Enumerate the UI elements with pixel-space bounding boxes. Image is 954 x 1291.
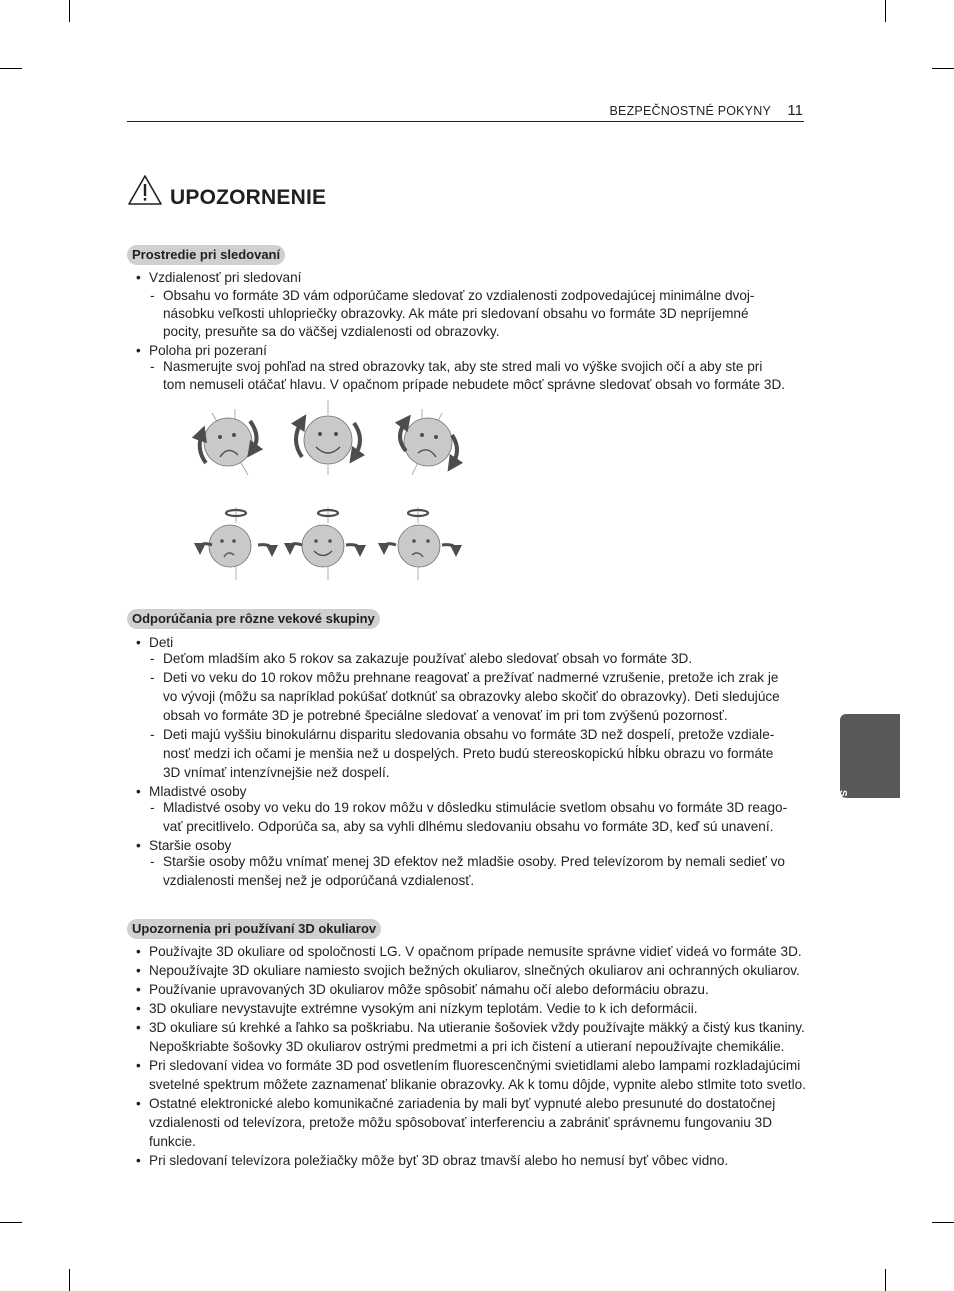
text-line: pocity, presuňte sa do väčšej vzdialenosti od obrazovky. — [163, 324, 500, 339]
text-line: nosť medzi ich očami je menšia než u dospelých. Preto budú stereoskopickú hĺbku obrazu vo formáte — [163, 746, 774, 761]
list-item: Poloha pri pozeraní — [149, 343, 267, 358]
happy-face-upright-icon — [296, 400, 360, 475]
crop-mark — [932, 68, 954, 69]
language-tab-label: SLOVENČINA — [837, 790, 848, 860]
text-line: násobku veľkosti uhlopriečky obrazovky. Ak máte pri sledovaní obsahu vo formáte 3D nepríjemné — [163, 306, 749, 321]
text-line: obsah vo formáte 3D je potrebné špeciálne sledovať a venovať im pri tom zvýšenú pozornosť. — [163, 708, 728, 723]
text-line: vo vývoji (môžu sa napríklad pokúšať dotknúť sa obrazovky alebo skočiť do obrazovky). Deti sledujúce — [163, 689, 780, 704]
text-line: svetelné spektrum môžete zaznamenať blikanie obrazovky. Ak k tomu dôjde, vypnite alebo stlmite toto svetlo. — [149, 1077, 806, 1092]
text-line: 3D vnímať intenzívnejšie než dospelí. — [163, 765, 390, 780]
text-line: Mladistvé osoby vo veku do 19 rokov môžu v dôsledku stimulácie svetlom obsahu vo formáte 3D reago- — [163, 800, 788, 815]
text-line: Deťom mladším ako 5 rokov sa zakazuje používať alebo sledovať obsah vo formáte 3D. — [163, 651, 693, 666]
list-item: Nepoužívajte 3D okuliare namiesto svojich bežných okuliarov, slnečných okuliarov ani ochranných okuliarov. — [149, 963, 800, 978]
bullet: • — [136, 784, 141, 799]
language-tab — [837, 714, 900, 860]
dash: - — [150, 727, 155, 742]
warning-triangle-icon — [127, 174, 163, 206]
header-rule — [127, 121, 804, 122]
crop-mark — [885, 0, 886, 22]
text-line: vzdialenosti menšej než je odporúčaná vzdialenosť. — [163, 873, 475, 888]
page-number: 11 — [787, 102, 803, 119]
text-line: funkcie. — [149, 1134, 196, 1149]
text-line: tom nemuseli otáčať hlavu. V opačnom prípade nebudete môcť správne sledovať obsah vo formáte 3D. — [163, 377, 786, 392]
crop-mark — [0, 68, 22, 69]
viewing-position-illustration — [190, 395, 470, 585]
bullet: • — [136, 838, 141, 853]
text-line: Nepoškriabte šošovky 3D okuliarov ostrými predmetmi a pri ich čistení a utieraní nepoužívajte chemikálie. — [149, 1039, 785, 1054]
section-heading-age-groups: Odporúčania pre rôzne vekové skupiny — [127, 609, 380, 629]
dash: - — [150, 854, 155, 869]
happy-face-front-icon — [290, 507, 360, 580]
text-line: vzdialenosti od televízora, pretože môžu spôsobovať interferenciu a zabrániť správnemu fungovaniu 3D — [149, 1115, 773, 1130]
text-line: Nasmerujte svoj pohľad na stred obrazovky tak, aby ste stred mali vo výške svojich očí a aby ste pri — [163, 359, 763, 374]
crop-mark — [0, 1222, 22, 1223]
bullet: • — [136, 270, 141, 285]
dash: - — [150, 800, 155, 815]
list-item: Používanie upravovaných 3D okuliarov môže spôsobiť námahu očí alebo deformáciu obrazu. — [149, 982, 709, 997]
page-title: UPOZORNENIE — [170, 186, 327, 209]
running-head — [560, 102, 803, 122]
bullet: • — [136, 343, 141, 358]
text-line: Staršie osoby môžu vnímať menej 3D efektov než mladšie osoby. Pred televízorom by nemali sedieť vo — [163, 854, 785, 869]
text-line: vať precitlivelo. Odporúča sa, aby sa vyhli dlhému sledovaniu obsahu vo formáte 3D, keď sú unavení. — [163, 819, 774, 834]
list-item: 3D okuliare sú krehké a ľahko sa poškriabu. Na utieranie šošoviek vždy používajte mäkký a čistý kus tkaniny. — [149, 1020, 805, 1035]
section-heading-3d-glasses: Upozornenia pri používaní 3D okuliarov — [127, 919, 381, 939]
list-item: Pri sledovaní videa vo formáte 3D pod osvetlením fluorescenčnými svietidlami alebo lampami rozkladajúcimi — [149, 1058, 801, 1073]
running-head-section: BEZPEČNOSTNÉ POKYNY — [609, 104, 771, 118]
list-item: Pri sledovaní televízora poležiačky môže byť 3D obraz tmavší alebo ho nemusí byť vôbec vidno. — [149, 1153, 729, 1168]
sad-face-tilted-right-icon — [400, 409, 457, 475]
bullet: • — [136, 982, 141, 997]
bullet: • — [136, 1153, 141, 1168]
list-item: Používajte 3D okuliare od spoločnosti LG. V opačnom prípade nemusíte správne vidieť videá vo formáte 3D. — [149, 944, 802, 959]
dash: - — [150, 651, 155, 666]
crop-mark — [885, 1269, 886, 1291]
section-heading-viewing: Prostredie pri sledovaní — [127, 245, 285, 265]
dash: - — [150, 359, 155, 374]
bullet: • — [136, 1058, 141, 1073]
bullet: • — [136, 635, 141, 650]
crop-mark — [932, 1222, 954, 1223]
bullet: • — [136, 963, 141, 978]
bullet: • — [136, 944, 141, 959]
bullet: • — [136, 1020, 141, 1035]
crop-mark — [69, 0, 70, 22]
list-item: Staršie osoby — [149, 838, 232, 853]
sad-face-tilted-left-icon — [200, 409, 257, 475]
text-line: Deti vo veku do 10 rokov môžu prehnane reagovať a prežívať nadmerné vzrušenie, pretože ich zrak je — [163, 670, 779, 685]
text-line: Deti majú vyššiu binokulárnu disparitu sledovania obsahu vo formáte 3D než dospelí, pretože vzdiale- — [163, 727, 775, 742]
sad-face-turned-right-icon — [384, 507, 456, 580]
list-item: Mladistvé osoby — [149, 784, 247, 799]
list-item: Vzdialenosť pri sledovaní — [149, 270, 302, 285]
list-item: Ostatné elektronické alebo komunikačné zariadenia by mali byť vypnuté alebo presunuté do dostatočnej — [149, 1096, 776, 1111]
list-item: 3D okuliare nevystavujte extrémne vysokým ani nízkym teplotám. Vedie to k ich deformácii. — [149, 1001, 698, 1016]
dash: - — [150, 288, 155, 303]
list-item: Deti — [149, 635, 174, 650]
sad-face-turned-left-icon — [200, 507, 272, 580]
crop-mark — [69, 1269, 70, 1291]
text-line: Obsahu vo formáte 3D vám odporúčame sledovať zo vzdialenosti zodpovedajúcej minimálne dvoj- — [163, 288, 755, 303]
bullet: • — [136, 1096, 141, 1111]
bullet: • — [136, 1001, 141, 1016]
dash: - — [150, 670, 155, 685]
